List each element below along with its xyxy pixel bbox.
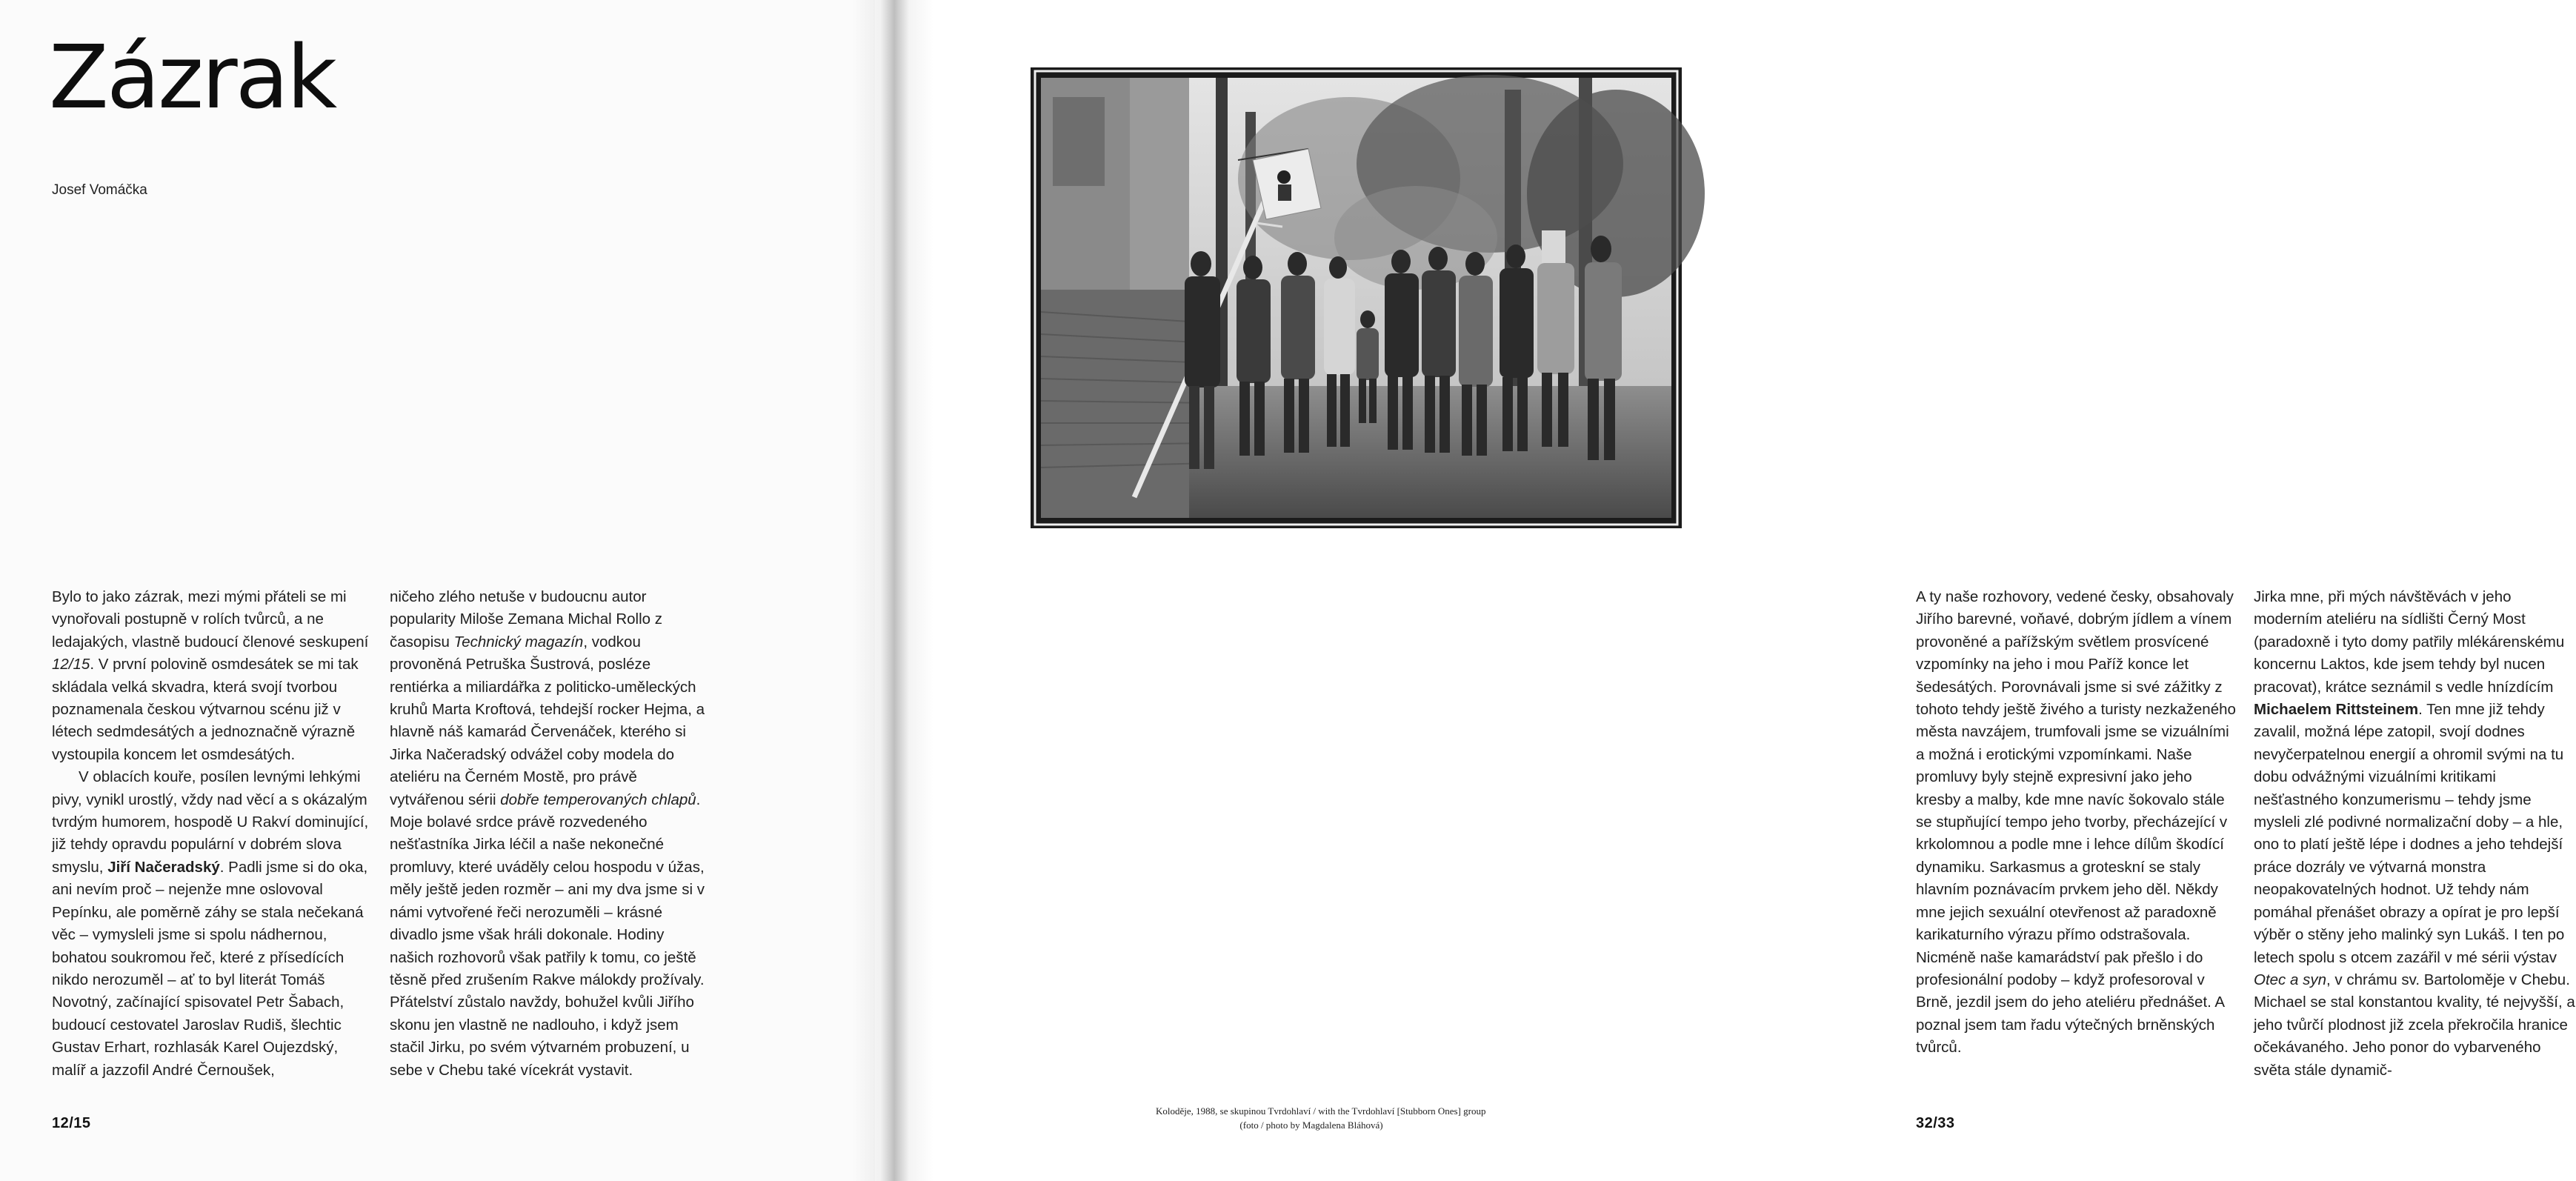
paragraph <box>1916 586 2238 1059</box>
text-run: V oblacích kouře, posílen levnými lehkými pivy, vynikl urostlý, vždy nad věcí a s okázalým tvrdým humorem, hospodě U Rakví dominující, již tehdy opravdu populární v dobrém slova smyslu, <box>52 768 369 876</box>
text-run: Bylo to jako zázrak, mezi mými přáteli se mi vynořovali postupně v rolích tvůrců, a ne ledajakých, vlastně budoucí členové seskupení <box>52 588 369 651</box>
paragraph <box>52 766 374 1082</box>
left-page <box>0 0 875 1181</box>
page-number: 12/15 <box>52 1115 91 1131</box>
page-gutter-shadow <box>852 0 933 1181</box>
text-run: . V první polovině osmdesátek se mi tak skládala velká skvadra, která svojí tvorbou poznamenala českou výtvarnou scénu již v létech sedmdesátých a jednoznačně výrazně vystoupila koncem let osmdesátých. <box>52 656 359 763</box>
text-run: Jirka mne, při mých návštěvách v jeho moderním ateliéru na sídlišti Černý Most (paradoxně i tyto domy patřily mlékárenskému koncernu Laktos, kde jsem tehdy byl nucen pracovat), krátce seznámil s vedle hnízdícím <box>2254 588 2565 696</box>
text-column <box>52 586 374 1082</box>
caption-line: Koloděje, 1988, se skupinou Tvrdohlaví / with the Tvrdohlaví [Stubborn Ones] group <box>1156 1105 1486 1117</box>
paragraph <box>390 586 712 1082</box>
text-run: . Padli jsme si do oka, ani nevím proč – nejenže mne oslovoval Pepínku, ale poměrně záhy se stala nečekaná věc – vymysleli jsme si spolu nádhernou, bohatou soukromou řeč, které z přísedících nikdo nerozuměl – ať to byl literát Tomáš Novotný, začínající spisovatel Petr Šabach, budoucí cestovatel Jaroslav Rudiš, šlechtic Gustav Erhart, rozhlasák Karel Oujezdský, malíř a jazzofil André Černoušek, <box>52 858 368 1079</box>
italic-title: 12/15 <box>52 656 90 673</box>
text-run: . Moje bolavé srdce právě rozvedeného nešťastníka Jirka léčil a naše nekonečné promluvy, které uváděly celou hospodu v úžas, měly ještě jeden rozměr – ani my dva jsme si v námi vytvořené řeči nerozuměli – krásné divadlo jsme však hráli dokonale. Hodiny našich rozhovorů však patřily k tomu, co ještě těsně před zrušením Rakve málokdy prožívaly. Přátelství zůstalo navždy, bohužel kvůli Jiřího skonu jen vlastně ne nadlouho, i když jsem stačil Jirku, po svém výtvarném probuzení, u sebe v Chebu také vícekrát vystavit. <box>390 791 705 1079</box>
group-photo <box>1031 67 1682 528</box>
bold-name: Michaelem Rittsteinem <box>2254 701 2419 719</box>
author-name: Josef Vomáčka <box>52 182 147 198</box>
italic-title: dobře temperovaných chlapů <box>500 791 696 808</box>
italic-title: Otec a syn <box>2254 971 2326 988</box>
text-column <box>1916 586 2238 1059</box>
text-column <box>390 586 712 1082</box>
text-run: , v chrámu sv. Bartoloměje v Chebu. Michael se stal konstantou kvality, té nejvyšší, a jeho tvůrčí plodnost již zcela překročila hranice očekávaného. Jeho ponor do vybarveného světa stále dynamič- <box>2254 971 2575 1079</box>
text-column <box>2254 586 2576 1082</box>
article-title: Zázrak <box>49 26 336 128</box>
text-run: A ty naše rozhovory, vedené česky, obsahovaly Jiřího barevné, voňavé, dobrým jídlem a vínem provoněné a pařížským světlem prosvícené vzpomínky na jeho i mou Paříž konce let šedesátých. Porovnávali jsme si své zážitky z tohoto tehdy ještě živého a turisty nezkaženého města navzájem, trumfovali jsme se vizuálními a možná i erotickými vzpomínkami. Naše promluvy byly stejně expresivní jako jeho kresby a malby, kde mne navíc šokovalo stále se stupňující tempo jeho tvorby, přecházející v krkolomnou a podle mne i lehce dílům škodící dynamiku. Sarkasmus a groteskní se staly hlavním poznávacím prvkem jeho děl. Někdy mne jejich sexuální otevřenost až paradoxně karikaturního výrazu přímo odstrašovala. Nicméně naše kamarádství pak přešlo i do profesionální podoby – když profesoroval v Brně, jezdil jsem do jeho ateliéru přednášet. A poznal jsem tam řadu výtečných brněnských tvůrců. <box>1916 588 2236 1057</box>
page-number: 32/33 <box>1916 1115 1955 1131</box>
text-run: . Ten mne již tehdy zavalil, možná lépe zatopil, svojí dodnes nevyčerpatelnou energií a ohromil svými na tu dobu odvážnými vizuálními kritikami nešťastného konzumerismu – tehdy jsme mysleli zlé podivné normalizační doby – a hle, ono to platí ještě lépe i dodnes a jeho tehdejší práce dozrály ve výtvarná monstra neopakovatelných hodnot. Už tehdy nám pomáhal přenášet obrazy a opírat je pro lepší výběr o stěny jeho malinký syn Lukáš. I ten po letech spolu s otcem zazářil v mé sérii výstav <box>2254 701 2565 966</box>
paragraph <box>2254 586 2576 1082</box>
paragraph <box>52 586 374 766</box>
photo-caption <box>1156 1104 1486 1132</box>
italic-title: Technický magazín <box>453 633 584 651</box>
text-run: , vodkou provoněná Petruška Šustrová, posléze rentiérka a miliardářka z politicko-uměleckých kruhů Marta Kroftová, tehdejší rocker Hejma, a hlavně náš kamarád Červenáček, kterého si Jirka Načeradský odvážel coby modela do ateliéru na Černém Mostě, pro právě vytvářenou sérii <box>390 633 705 808</box>
caption-line: (foto / photo by Magdalena Bláhová) <box>1239 1120 1383 1131</box>
bold-name: Jiří Načeradský <box>107 858 220 876</box>
text-run: ničeho zlého netuše v budoucnu autor popularity Miloše Zemana Michal Rollo z časopisu <box>390 588 663 651</box>
